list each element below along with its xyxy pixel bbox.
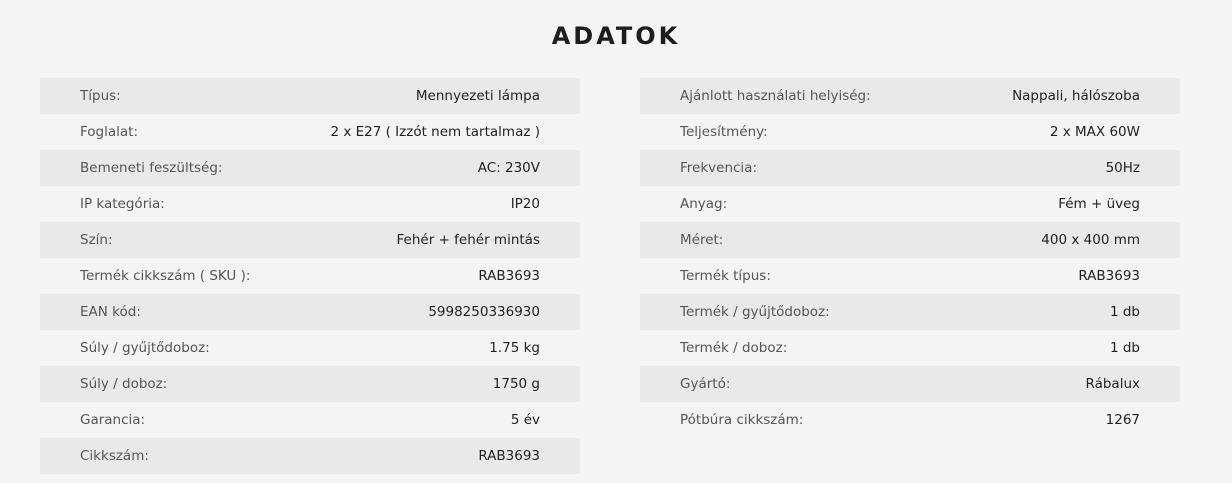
spec-row (40, 294, 580, 330)
spec-label: Teljesítmény: (680, 124, 768, 140)
spec-value: 1 db (1109, 304, 1140, 320)
spec-label: Súly / gyűjtődoboz: (80, 340, 210, 356)
spec-label: EAN kód: (80, 304, 141, 320)
spec-label: Termék / gyűjtődoboz: (680, 304, 830, 320)
spec-label: Súly / doboz: (80, 376, 168, 392)
spec-value: 2 x MAX 60W (1049, 124, 1140, 140)
spec-value: RAB3693 (1078, 268, 1140, 284)
spec-value: AC: 230V (477, 160, 540, 176)
spec-label: Termék cikkszám ( SKU ): (80, 268, 251, 284)
spec-row (40, 114, 580, 150)
spec-value: Nappali, hálószoba (1012, 88, 1140, 104)
spec-label: Ajánlott használati helyiség: (680, 88, 871, 104)
spec-row (40, 150, 580, 186)
spec-value: Fehér + fehér mintás (396, 232, 540, 248)
spec-label: Pótbúra cikkszám: (680, 412, 804, 428)
spec-value: 1 db (1109, 340, 1140, 356)
spec-row (40, 186, 580, 222)
spec-label: Bemeneti feszültség: (80, 160, 223, 176)
spec-label: Foglalat: (80, 124, 139, 140)
spec-label: Méret: (680, 232, 724, 248)
spec-row (40, 330, 580, 366)
spec-value: Fém + üveg (1058, 196, 1140, 212)
spec-value: RAB3693 (478, 448, 540, 464)
spec-row (40, 258, 580, 294)
specs-column-right (640, 78, 1180, 438)
spec-value: 50Hz (1105, 160, 1140, 176)
spec-row (40, 78, 580, 114)
spec-row (40, 438, 580, 474)
spec-value: 5 év (510, 412, 540, 428)
spec-label: Típus: (80, 88, 121, 104)
spec-row (640, 330, 1180, 366)
spec-value: 1.75 kg (489, 340, 540, 356)
spec-row (40, 402, 580, 438)
spec-label: Garancia: (80, 412, 146, 428)
spec-row (640, 186, 1180, 222)
spec-value: 5998250336930 (428, 304, 540, 320)
spec-value: 1750 g (492, 376, 540, 392)
spec-row (40, 366, 580, 402)
spec-row (40, 222, 580, 258)
spec-value: 1267 (1105, 412, 1140, 428)
spec-row (640, 222, 1180, 258)
spec-row (640, 114, 1180, 150)
spec-value: IP20 (510, 196, 540, 212)
spec-value: Mennyezeti lámpa (415, 88, 540, 104)
spec-value: Rábalux (1085, 376, 1140, 392)
spec-label: Szín: (80, 232, 113, 248)
spec-label: Frekvencia: (680, 160, 758, 176)
spec-label: Termék / doboz: (680, 340, 788, 356)
spec-value: 2 x E27 ( Izzót nem tartalmaz ) (330, 124, 540, 140)
spec-row (640, 366, 1180, 402)
spec-row (640, 150, 1180, 186)
spec-label: Gyártó: (680, 376, 731, 392)
spec-value: RAB3693 (478, 268, 540, 284)
spec-label: Anyag: (680, 196, 728, 212)
spec-value: 400 x 400 mm (1041, 232, 1140, 248)
section-title: ADATOK (551, 22, 681, 50)
spec-label: IP kategória: (80, 196, 165, 212)
spec-row (640, 78, 1180, 114)
spec-label: Cikkszám: (80, 448, 149, 464)
spec-row (640, 294, 1180, 330)
specs-column-left (40, 78, 580, 474)
spec-row (640, 402, 1180, 438)
spec-label: Termék típus: (680, 268, 771, 284)
spec-row (640, 258, 1180, 294)
